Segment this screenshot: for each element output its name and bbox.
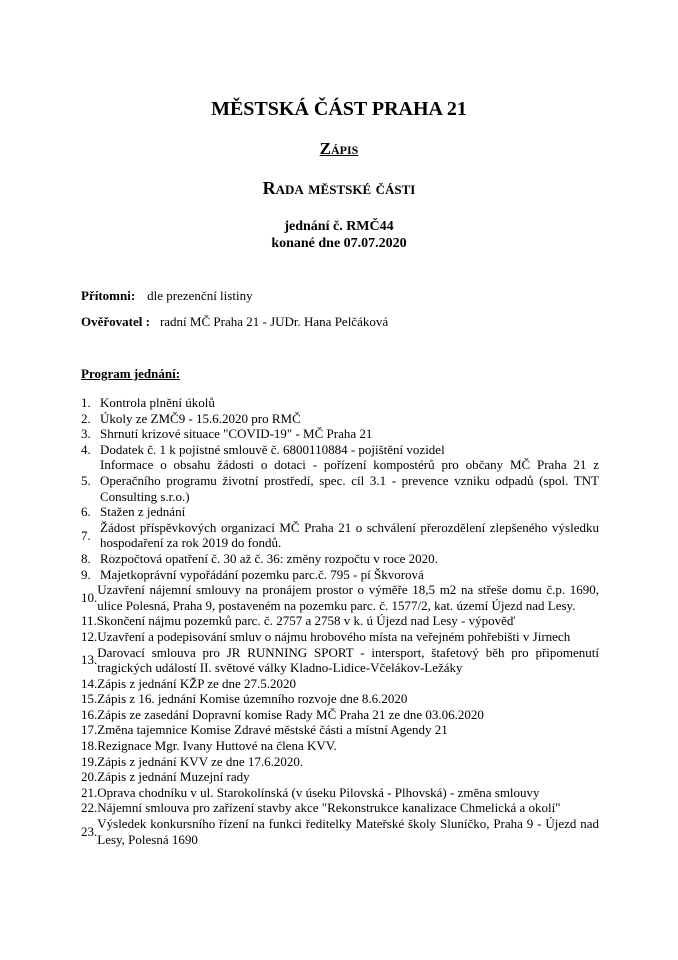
- program-item-number: 23.: [81, 823, 98, 839]
- program-item-number: 12.: [81, 628, 98, 644]
- program-item-text: Stažen z jednání: [100, 504, 186, 520]
- meeting-info: [0, 218, 678, 252]
- program-item-number: 20.: [81, 769, 98, 785]
- program-item: [81, 738, 599, 754]
- program-item: [81, 800, 599, 816]
- program-item-number: 6.: [81, 504, 91, 520]
- program-item: [81, 754, 599, 770]
- program-item: [81, 629, 599, 645]
- program-item-number: 4.: [81, 441, 91, 457]
- program-item-text: Zápis ze zasedání Dopravní komise Rady MČ Praha 21 ze dne 03.06.2020: [97, 706, 484, 722]
- program-item-text: Zápis z jednání Muzejní rady: [97, 769, 250, 785]
- program-item-text: Výsledek konkursního řízení na funkci ředitelky Mateřské školy Sluníčko, Praha 9 - Újezd nad Lesy, Polesná 1690: [97, 816, 599, 847]
- program-item-text: Majetkoprávní vypořádání pozemku parc.č. 795 - pí Škvorová: [100, 566, 424, 582]
- program-item-text: Změna tajemnice Komise Zdravé městské části a místní Agendy 21: [97, 722, 448, 738]
- program-item-text: Zápis z 16. jednání Komise územního rozvoje dne 8.6.2020: [97, 691, 408, 707]
- program-item-number: 14.: [81, 675, 98, 691]
- program-item: [81, 551, 599, 567]
- program-item: [81, 613, 599, 629]
- program-item: [81, 442, 599, 458]
- program-item: [81, 785, 599, 801]
- program-item-number: 8.: [81, 550, 91, 566]
- program-item: [81, 457, 599, 504]
- program-item-text: Rozpočtová opatření č. 30 až č. 36: změny rozpočtu v roce 2020.: [100, 550, 438, 566]
- program-item-text: Dodatek č. 1 k pojistné smlouvě č. 6800110884 - pojištění vozidel: [100, 441, 445, 457]
- program-item: [81, 411, 599, 427]
- municipality-title: MĚSTSKÁ ČÁST PRAHA 21: [211, 98, 467, 120]
- program-item-number: 17.: [81, 722, 98, 738]
- program-item-text: Oprava chodníku v ul. Starokolínská (v úseku Pilovská - Plhovská) - změna smlouvy: [97, 784, 540, 800]
- program-item-number: 11.: [81, 613, 97, 629]
- verifier-row: [81, 314, 388, 330]
- program-list: [81, 395, 599, 847]
- document-type-heading: Zápis: [319, 139, 359, 158]
- program-item-number: 21.: [81, 784, 98, 800]
- program-item-text: Shrnutí krizové situace "COVID-19" - MČ Praha 21: [100, 426, 373, 442]
- program-item-number: 1.: [81, 395, 91, 410]
- program-item: [81, 645, 599, 676]
- program-item-number: 16.: [81, 706, 98, 722]
- program-item-text: Uzavření a podepisování smluv o nájmu hrobového místa na veřejném pohřebišti v Jirnech: [97, 628, 571, 644]
- program-item-text: Zápis z jednání KŽP ze dne 27.5.2020: [97, 675, 297, 691]
- meeting-number: jednání č. RMČ44: [284, 219, 394, 234]
- program-item-text: Úkoly ze ZMČ9 - 15.6.2020 pro RMČ: [100, 410, 301, 426]
- verifier-label: Ověřovatel :: [81, 314, 150, 329]
- program-item-text: Nájemní smlouva pro zařízení stavby akce "Rekonstrukce kanalizace Chmelická a okolí": [97, 800, 561, 816]
- program-item-number: 18.: [81, 738, 98, 754]
- program-item-number: 13.: [81, 652, 98, 668]
- program-item-number: 19.: [81, 753, 98, 769]
- program-item-text: Darovací smlouva pro JR RUNNING SPORT - intersport, štafetový běh pro připomenutí tragických událostí II. světové války Kladno-Lidice-Včelákov-Ležáky: [97, 644, 599, 676]
- program-item: [81, 520, 599, 551]
- program-item: [81, 676, 599, 692]
- council-heading: Rada městské části: [262, 178, 416, 198]
- program-item-text: Skončení nájmu pozemků parc. č. 2757 a 2758 v k. ú Újezd nad Lesy - výpověď: [96, 613, 516, 629]
- program-item-number: 10.: [81, 589, 98, 605]
- program-item-number: 3.: [81, 426, 91, 442]
- program-item-number: 9.: [81, 566, 91, 582]
- program-item-number: 5.: [81, 472, 91, 488]
- program-item-text: Informace o obsahu žádosti o dotaci - pořízení kompostérů pro občany MČ Praha 21 z Operačního programu životní prostředí, spec. cíl 3.1 - prevence vzniku odpadů (spol. TNT Consulting s.r.o.): [100, 457, 599, 504]
- meeting-date: konané dne 07.07.2020: [271, 236, 407, 251]
- program-item-text: Kontrola plnění úkolů: [100, 395, 215, 410]
- program-item: [81, 707, 599, 723]
- program-item: [81, 582, 599, 613]
- program-item: [81, 567, 599, 583]
- program-item: [81, 722, 599, 738]
- program-item-number: 22.: [81, 800, 98, 816]
- program-item: [81, 395, 599, 411]
- program-item-text: Uzavření nájemní smlouvy na pronájem prostor o výměře 18,5 m2 na střeše domu č.p. 1690, ulice Polesná, Praha 9, postaveném na pozemku parc. č. 1577/2, kat. území Újezd nad Lesy.: [97, 582, 599, 613]
- present-row: [81, 288, 253, 304]
- present-label: Přítomni:: [81, 288, 136, 303]
- program-item: [81, 504, 599, 520]
- program-item-text: Zápis z jednání KVV ze dne 17.6.2020.: [97, 753, 304, 769]
- present-value: dle prezenční listiny: [147, 288, 253, 303]
- program-item-text: Rezignace Mgr. Ivany Huttové na člena KVV.: [97, 738, 337, 754]
- program-item-number: 7.: [81, 527, 91, 543]
- program-item-number: 2.: [81, 410, 91, 426]
- program-heading: Program jednání:: [81, 366, 181, 381]
- program-item-number: 15.: [81, 691, 98, 707]
- verifier-value: radní MČ Praha 21 - JUDr. Hana Pelčáková: [159, 314, 389, 329]
- program-item: [81, 691, 599, 707]
- program-item: [81, 816, 599, 847]
- program-item-text: Žádost příspěvkových organizací MČ Praha 21 o schválení přerozdělení zlepšeného výsledku hospodaření za rok 2019 do fondů.: [100, 519, 599, 551]
- program-item: [81, 769, 599, 785]
- program-item: [81, 426, 599, 442]
